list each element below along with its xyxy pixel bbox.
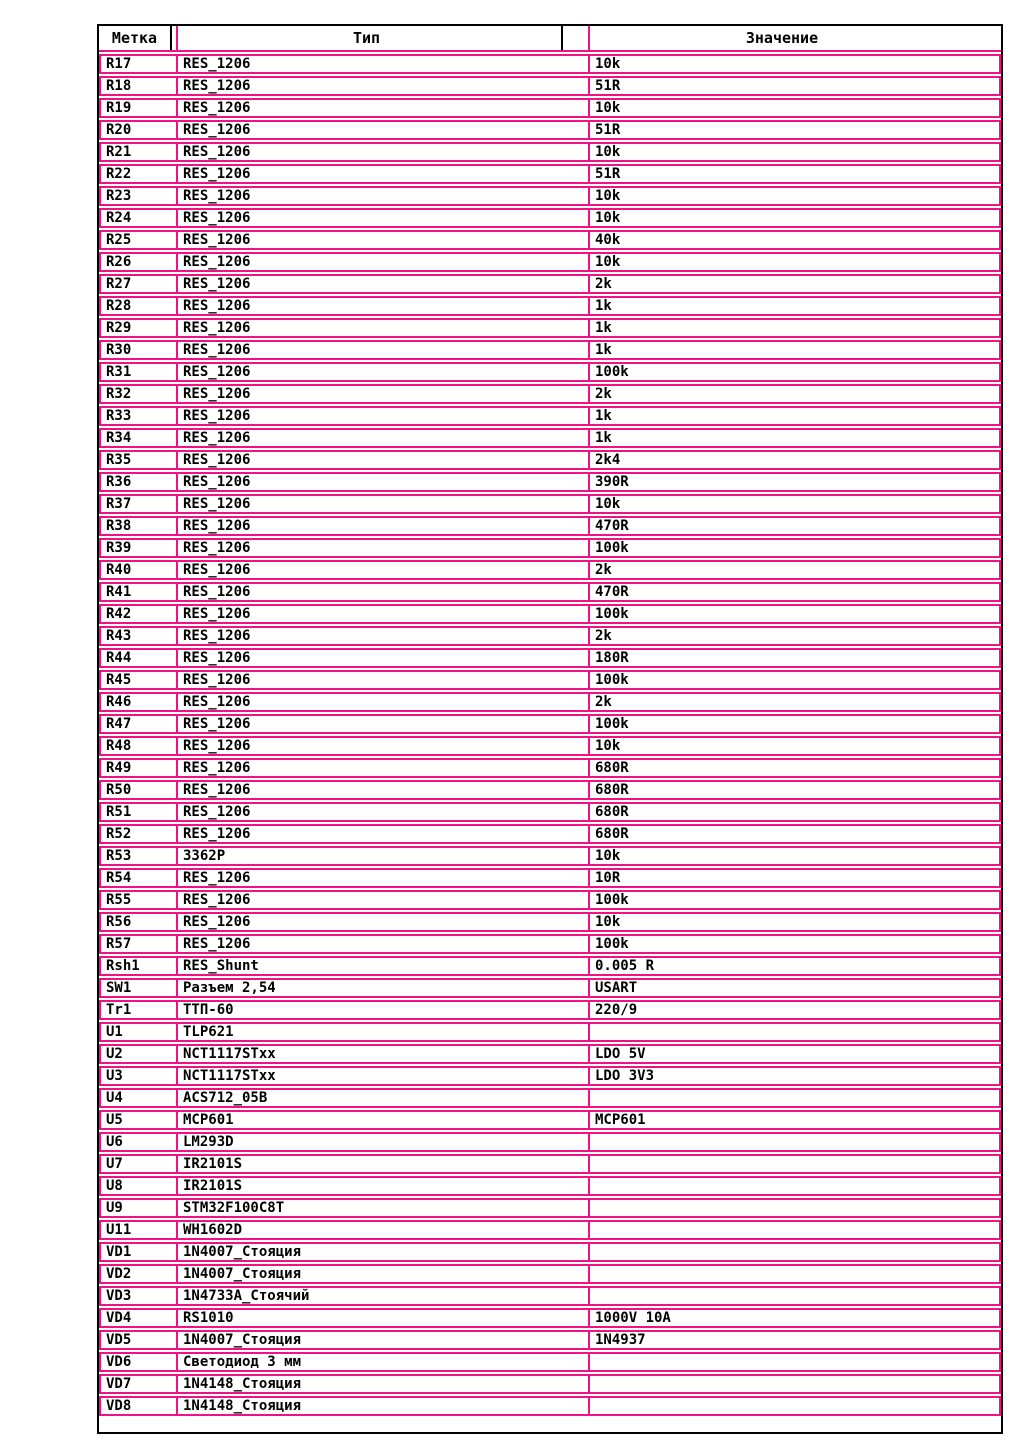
cell-label: R40 <box>101 562 178 578</box>
cell-type: RES_1206 <box>178 936 590 952</box>
cell-label: VD3 <box>101 1288 178 1304</box>
cell-type: RES_1206 <box>178 760 590 776</box>
cell-type: RES_1206 <box>178 518 590 534</box>
cell-type: RES_Shunt <box>178 958 590 974</box>
cell-label: R36 <box>101 474 178 490</box>
cell-label: R29 <box>101 320 178 336</box>
cell-type: RES_1206 <box>178 870 590 886</box>
cell-value: 10k <box>595 144 621 160</box>
cell-value: 2k4 <box>595 452 621 468</box>
cell-label: R26 <box>101 254 178 270</box>
table-row <box>99 186 1001 206</box>
cell-value: 40k <box>595 232 621 248</box>
header-grid-divider-2 <box>588 26 590 50</box>
cell-type: RES_1206 <box>178 188 590 204</box>
cell-type: ACS712_05B <box>178 1090 590 1106</box>
table-row <box>99 582 1001 602</box>
table-row <box>99 978 1001 998</box>
cell-label: U4 <box>101 1090 178 1106</box>
cell-type: 1N4007_Стояция <box>178 1332 590 1348</box>
table-row <box>99 208 1001 228</box>
table-row <box>99 362 1001 382</box>
table-row <box>99 142 1001 162</box>
cell-value <box>590 1090 999 1106</box>
cell-type: RS1010 <box>178 1310 590 1326</box>
cell-type: 1N4007_Стояция <box>178 1244 590 1260</box>
cell-type: RES_1206 <box>178 78 590 94</box>
table-row <box>99 516 1001 536</box>
table-row <box>99 1022 1001 1042</box>
table-row <box>99 1000 1001 1020</box>
cell-label: R37 <box>101 496 178 512</box>
cell-type: TLP621 <box>178 1024 590 1040</box>
cell-value: 100k <box>595 936 629 952</box>
cell-label: SW1 <box>101 980 178 996</box>
cell-type: Разъем 2,54 <box>178 980 590 996</box>
cell-value: 10k <box>595 254 621 270</box>
cell-label: VD5 <box>101 1332 178 1348</box>
cell-type: RES_1206 <box>178 584 590 600</box>
cell-type: 1N4148_Стояция <box>178 1376 590 1392</box>
cell-label: R53 <box>101 848 178 864</box>
cell-type: RES_1206 <box>178 232 590 248</box>
cell-label: R41 <box>101 584 178 600</box>
cell-type: RES_1206 <box>178 694 590 710</box>
header-cell-type: Тип <box>172 26 563 50</box>
table-row <box>99 1264 1001 1284</box>
cell-label: R18 <box>101 78 178 94</box>
table-row <box>99 1132 1001 1152</box>
cell-value: 10k <box>595 914 621 930</box>
cell-value: 2k <box>595 386 612 402</box>
table-row <box>99 648 1001 668</box>
cell-value <box>590 1354 999 1370</box>
cell-label: R20 <box>101 122 178 138</box>
table-row <box>99 846 1001 866</box>
table-row <box>99 494 1001 514</box>
table-row <box>99 450 1001 470</box>
cell-label: U6 <box>101 1134 178 1150</box>
table-row <box>99 1330 1001 1350</box>
table-row <box>99 824 1001 844</box>
cell-type: STM32F100C8T <box>178 1200 590 1216</box>
header-cell-label: Метка <box>99 26 172 50</box>
table-row <box>99 120 1001 140</box>
cell-label: R54 <box>101 870 178 886</box>
table-row <box>99 406 1001 426</box>
cell-type: Светодиод 3 мм <box>178 1354 590 1370</box>
table-row <box>99 780 1001 800</box>
cell-label: R23 <box>101 188 178 204</box>
table-row <box>99 560 1001 580</box>
cell-value: 1k <box>595 430 612 446</box>
cell-value: 2k <box>595 628 612 644</box>
cell-value: 180R <box>595 650 629 666</box>
cell-value: 100k <box>595 672 629 688</box>
header-grid-divider-1 <box>176 26 178 50</box>
cell-label: R51 <box>101 804 178 820</box>
cell-value: 10k <box>595 210 621 226</box>
header-cell-value: Значение <box>745 29 819 47</box>
table-body <box>99 54 1001 1416</box>
cell-value <box>590 1398 999 1414</box>
cell-label: R17 <box>101 56 178 72</box>
table-row <box>99 890 1001 910</box>
cell-value: 10k <box>595 188 621 204</box>
cell-value: 51R <box>595 78 621 94</box>
cell-type: RES_1206 <box>178 56 590 72</box>
cell-label: R32 <box>101 386 178 402</box>
table-row <box>99 1308 1001 1328</box>
cell-type: RES_1206 <box>178 826 590 842</box>
cell-label: U1 <box>101 1024 178 1040</box>
table-row <box>99 1198 1001 1218</box>
cell-label: R27 <box>101 276 178 292</box>
cell-type: RES_1206 <box>178 804 590 820</box>
cell-value: 100k <box>595 716 629 732</box>
cell-label: R34 <box>101 430 178 446</box>
cell-value <box>590 1200 999 1216</box>
cell-type: RES_1206 <box>178 386 590 402</box>
cell-label: R52 <box>101 826 178 842</box>
table-row <box>99 692 1001 712</box>
table-row <box>99 230 1001 250</box>
cell-type: MCP601 <box>178 1112 590 1128</box>
cell-value: LDO 5V <box>595 1046 646 1062</box>
cell-label: VD2 <box>101 1266 178 1282</box>
cell-type: IR2101S <box>178 1178 590 1194</box>
cell-value: 10k <box>595 848 621 864</box>
cell-label: Rsh1 <box>101 958 178 974</box>
cell-value: 100k <box>595 364 629 380</box>
cell-type: RES_1206 <box>178 298 590 314</box>
cell-type: 1N4148_Стояция <box>178 1398 590 1414</box>
cell-label: VD1 <box>101 1244 178 1260</box>
cell-type: RES_1206 <box>178 430 590 446</box>
cell-type: LM293D <box>178 1134 590 1150</box>
cell-type: RES_1206 <box>178 452 590 468</box>
table-row <box>99 714 1001 734</box>
cell-type: 1N4733A_Стоячий <box>178 1288 590 1304</box>
cell-label: R49 <box>101 760 178 776</box>
cell-label: R45 <box>101 672 178 688</box>
cell-label: U3 <box>101 1068 178 1084</box>
cell-label: VD8 <box>101 1398 178 1414</box>
cell-value: 2k <box>595 276 612 292</box>
cell-type: IR2101S <box>178 1156 590 1172</box>
cell-label: R22 <box>101 166 178 182</box>
cell-value: USART <box>595 980 638 996</box>
cell-value: LDO 3V3 <box>595 1068 655 1084</box>
cell-type: RES_1206 <box>178 716 590 732</box>
table-row <box>99 1396 1001 1416</box>
cell-type: RES_1206 <box>178 914 590 930</box>
cell-type: RES_1206 <box>178 144 590 160</box>
table-row <box>99 296 1001 316</box>
cell-label: R56 <box>101 914 178 930</box>
table-row <box>99 758 1001 778</box>
cell-value <box>590 1288 999 1304</box>
table-row <box>99 1044 1001 1064</box>
cell-value: 0.005 R <box>595 958 655 974</box>
table-row <box>99 1088 1001 1108</box>
cell-type: RES_1206 <box>178 738 590 754</box>
cell-label: R38 <box>101 518 178 534</box>
cell-label: R24 <box>101 210 178 226</box>
cell-label: VD4 <box>101 1310 178 1326</box>
cell-value <box>590 1376 999 1392</box>
cell-value: 10k <box>595 738 621 754</box>
cell-value: 100k <box>595 540 629 556</box>
cell-label: R44 <box>101 650 178 666</box>
cell-type: RES_1206 <box>178 606 590 622</box>
table-row <box>99 54 1001 74</box>
table-row <box>99 1220 1001 1240</box>
cell-label: U2 <box>101 1046 178 1062</box>
cell-value: 1k <box>595 408 612 424</box>
cell-value <box>590 1178 999 1194</box>
cell-value: 10k <box>595 100 621 116</box>
cell-type: NCT1117STxx <box>178 1046 590 1062</box>
cell-label: R25 <box>101 232 178 248</box>
cell-type: NCT1117STxx <box>178 1068 590 1084</box>
cell-type: RES_1206 <box>178 408 590 424</box>
table-row <box>99 934 1001 954</box>
cell-type: RES_1206 <box>178 342 590 358</box>
cell-label: R31 <box>101 364 178 380</box>
cell-label: U7 <box>101 1156 178 1172</box>
table-row <box>99 252 1001 272</box>
table-row <box>99 736 1001 756</box>
cell-value: 51R <box>595 122 621 138</box>
table-row <box>99 538 1001 558</box>
cell-type: 1N4007_Стояция <box>178 1266 590 1282</box>
cell-value <box>590 1134 999 1150</box>
table-row <box>99 604 1001 624</box>
cell-value: 1000V 10A <box>595 1310 671 1326</box>
cell-value: 10k <box>595 56 621 72</box>
table-row <box>99 340 1001 360</box>
cell-label: R30 <box>101 342 178 358</box>
cell-label: R35 <box>101 452 178 468</box>
cell-value: 1N4937 <box>595 1332 646 1348</box>
cell-type: RES_1206 <box>178 276 590 292</box>
cell-value: 51R <box>595 166 621 182</box>
header-row <box>99 26 1001 52</box>
cell-label: R21 <box>101 144 178 160</box>
cell-type: RES_1206 <box>178 474 590 490</box>
cell-type: RES_1206 <box>178 540 590 556</box>
cell-label: R19 <box>101 100 178 116</box>
cell-value <box>590 1244 999 1260</box>
table-row <box>99 164 1001 184</box>
cell-value: 10R <box>595 870 621 886</box>
cell-label: U11 <box>101 1222 178 1238</box>
cell-value: 1k <box>595 342 612 358</box>
cell-value: 680R <box>595 760 629 776</box>
cell-value <box>590 1266 999 1282</box>
cell-label: R50 <box>101 782 178 798</box>
cell-value: 390R <box>595 474 629 490</box>
cell-label: U9 <box>101 1200 178 1216</box>
table-row <box>99 802 1001 822</box>
cell-type: WH1602D <box>178 1222 590 1238</box>
table-row <box>99 384 1001 404</box>
table-row <box>99 98 1001 118</box>
table-row <box>99 1176 1001 1196</box>
cell-label: R43 <box>101 628 178 644</box>
cell-label: R47 <box>101 716 178 732</box>
cell-type: 3362P <box>178 848 590 864</box>
cell-value <box>590 1024 999 1040</box>
cell-value: 680R <box>595 782 629 798</box>
cell-value <box>590 1156 999 1172</box>
cell-label: R57 <box>101 936 178 952</box>
table-row <box>99 868 1001 888</box>
cell-value <box>590 1222 999 1238</box>
cell-value: 680R <box>595 826 629 842</box>
cell-value: 2k <box>595 694 612 710</box>
cell-label: R42 <box>101 606 178 622</box>
cell-value: 470R <box>595 518 629 534</box>
table-row <box>99 274 1001 294</box>
table-row <box>99 912 1001 932</box>
cell-value: 100k <box>595 606 629 622</box>
table-row <box>99 1154 1001 1174</box>
cell-type: RES_1206 <box>178 782 590 798</box>
table-row <box>99 1242 1001 1262</box>
cell-value: 470R <box>595 584 629 600</box>
table-row <box>99 1286 1001 1306</box>
cell-value: 680R <box>595 804 629 820</box>
cell-type: RES_1206 <box>178 320 590 336</box>
table-row <box>99 1066 1001 1086</box>
table-row <box>99 428 1001 448</box>
cell-label: R46 <box>101 694 178 710</box>
table-row <box>99 1374 1001 1394</box>
cell-type: RES_1206 <box>178 672 590 688</box>
cell-label: VD6 <box>101 1354 178 1370</box>
cell-label: R55 <box>101 892 178 908</box>
component-bom-table <box>97 24 1003 1434</box>
table-row <box>99 318 1001 338</box>
table-row <box>99 1352 1001 1372</box>
cell-label: R28 <box>101 298 178 314</box>
cell-value: 1k <box>595 298 612 314</box>
cell-type: RES_1206 <box>178 650 590 666</box>
cell-type: RES_1206 <box>178 628 590 644</box>
cell-label: R48 <box>101 738 178 754</box>
cell-label: R39 <box>101 540 178 556</box>
cell-value: 1k <box>595 320 612 336</box>
cell-type: ТТП-60 <box>178 1002 590 1018</box>
table-row <box>99 670 1001 690</box>
cell-type: RES_1206 <box>178 100 590 116</box>
cell-label: VD7 <box>101 1376 178 1392</box>
cell-value: MCP601 <box>595 1112 646 1128</box>
cell-value: 100k <box>595 892 629 908</box>
cell-label: U8 <box>101 1178 178 1194</box>
cell-type: RES_1206 <box>178 496 590 512</box>
table-row <box>99 76 1001 96</box>
cell-type: RES_1206 <box>178 892 590 908</box>
cell-type: RES_1206 <box>178 562 590 578</box>
table-row <box>99 472 1001 492</box>
cell-label: R33 <box>101 408 178 424</box>
cell-label: Tr1 <box>101 1002 178 1018</box>
cell-type: RES_1206 <box>178 166 590 182</box>
cell-type: RES_1206 <box>178 122 590 138</box>
cell-type: RES_1206 <box>178 364 590 380</box>
cell-label: U5 <box>101 1112 178 1128</box>
cell-value: 220/9 <box>595 1002 638 1018</box>
cell-value: 10k <box>595 496 621 512</box>
cell-type: RES_1206 <box>178 254 590 270</box>
table-row <box>99 956 1001 976</box>
cell-value: 2k <box>595 562 612 578</box>
table-row <box>99 1110 1001 1130</box>
table-row <box>99 626 1001 646</box>
cell-type: RES_1206 <box>178 210 590 226</box>
